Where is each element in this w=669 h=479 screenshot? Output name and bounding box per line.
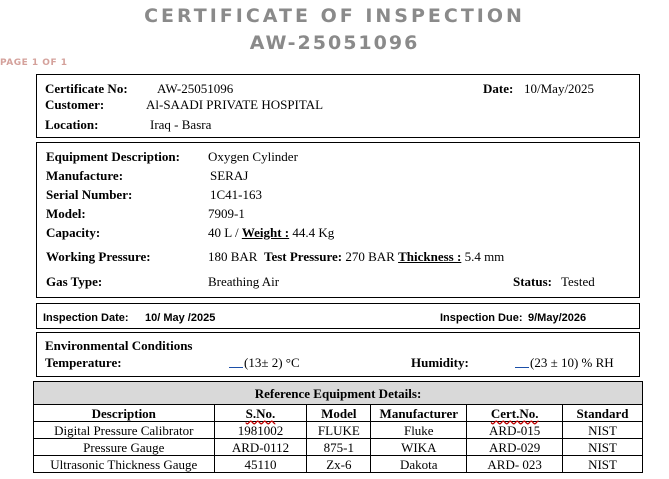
serial-header-text: S.No. — [245, 405, 276, 421]
table-caption-row — [34, 382, 643, 405]
temperature-label: Temperature: — [45, 355, 122, 370]
cell-serial: ARD-0112 — [214, 439, 307, 456]
gas-type-value: Breathing Air — [208, 274, 280, 289]
weight-value: 44.4 Kg — [292, 225, 335, 240]
environment-heading: Environmental Conditions — [45, 338, 193, 353]
reference-equipment-table — [33, 381, 643, 473]
cell-model: Zx-6 — [307, 456, 371, 473]
customer-label: Customer: — [45, 97, 105, 112]
thickness-value: 5.4 mm — [464, 249, 505, 264]
column-header-manufacturer: Manufacturer — [371, 405, 467, 422]
capacity-volume: 40 L / — [208, 225, 239, 240]
date-value: 10/May/2025 — [524, 81, 595, 96]
manufacture-label: Manufacture: — [46, 168, 124, 183]
cell-description: Digital Pressure Calibrator — [34, 422, 215, 439]
table-row — [34, 456, 643, 473]
reference-caption: Reference Equipment Details: — [34, 382, 643, 405]
date-label: Date: — [483, 81, 514, 96]
column-header-serial — [214, 405, 307, 422]
weight-label: Weight : — [241, 225, 290, 240]
cell-cert: ARD- 023 — [467, 456, 563, 473]
customer-value: Al-SAADI PRIVATE HOSPITAL — [146, 97, 324, 112]
column-header-description: Description — [34, 405, 215, 422]
cell-serial: 1981002 — [214, 422, 307, 439]
cell-model: FLUKE — [307, 422, 371, 439]
model-label: Model: — [46, 206, 86, 221]
manufacture-value: SERAJ — [210, 168, 249, 183]
working-pressure-value: 180 BAR — [208, 249, 258, 264]
location-label: Location: — [45, 117, 99, 132]
page-indicator: PAGE 1 OF 1 — [0, 58, 68, 68]
column-header-cert — [467, 405, 563, 422]
cell-manufacturer: Dakota — [371, 456, 467, 473]
test-pressure-label: Test Pressure: — [263, 249, 343, 264]
model-value: 7909-1 — [208, 206, 245, 221]
document-title: CERTIFICATE OF INSPECTION — [144, 5, 525, 27]
pressure-thickness-line — [208, 249, 504, 264]
location-value: Iraq - Basra — [150, 117, 212, 132]
temperature-blank — [229, 355, 243, 368]
thickness-label: Thickness : — [398, 249, 462, 264]
status-value: Tested — [561, 274, 595, 289]
column-header-standard: Standard — [563, 405, 643, 422]
cell-description: Pressure Gauge — [34, 439, 215, 456]
serial-number-value: 1C41-163 — [210, 187, 262, 202]
cert-header-text: Cert.No. — [490, 405, 539, 421]
cell-cert: ARD-029 — [467, 439, 563, 456]
environment-box — [36, 332, 640, 377]
capacity-value — [208, 225, 334, 240]
column-header-model: Model — [307, 405, 371, 422]
table-row — [34, 422, 643, 439]
humidity-reading: (23 ± 10) % RH — [530, 355, 614, 370]
cell-manufacturer: Fluke — [371, 422, 467, 439]
equipment-description-value: Oxygen Cylinder — [208, 149, 298, 164]
inspection-dates-box — [36, 303, 640, 329]
cell-cert: ARD-015 — [467, 422, 563, 439]
table-header-row — [34, 405, 643, 422]
temperature-reading: (13± 2) °C — [244, 355, 300, 370]
temperature-value — [229, 355, 300, 370]
equipment-description-label: Equipment Description: — [46, 149, 180, 164]
cell-manufacturer: WIKA — [371, 439, 467, 456]
status-label: Status: — [513, 274, 553, 289]
cell-model: 875-1 — [307, 439, 371, 456]
certificate-no-value: AW-25051096 — [157, 81, 234, 96]
cell-standard: NIST — [563, 422, 643, 439]
inspection-due-label: Inspection Due: — [440, 312, 523, 324]
cell-description: Ultrasonic Thickness Gauge — [34, 456, 215, 473]
humidity-label: Humidity: — [411, 355, 469, 370]
capacity-label: Capacity: — [46, 225, 101, 240]
certificate-header-box — [36, 74, 640, 138]
inspection-due-value: 9/May/2026 — [528, 312, 587, 324]
inspection-date-value: 10/ May /2025 — [145, 312, 216, 324]
gas-type-label: Gas Type: — [46, 274, 103, 289]
test-pressure-value: 270 BAR — [345, 249, 395, 264]
inspection-date-label: Inspection Date: — [43, 312, 129, 324]
cell-serial: 45110 — [214, 456, 307, 473]
cell-standard: NIST — [563, 456, 643, 473]
equipment-details-box — [36, 142, 640, 298]
certificate-no-label: Certificate No: — [45, 81, 128, 96]
cell-standard: NIST — [563, 439, 643, 456]
document-number-title: AW-25051096 — [249, 32, 420, 54]
humidity-value — [515, 355, 614, 370]
humidity-blank — [515, 355, 529, 368]
serial-number-label: Serial Number: — [46, 187, 133, 202]
table-row — [34, 439, 643, 456]
working-pressure-label: Working Pressure: — [46, 249, 151, 264]
